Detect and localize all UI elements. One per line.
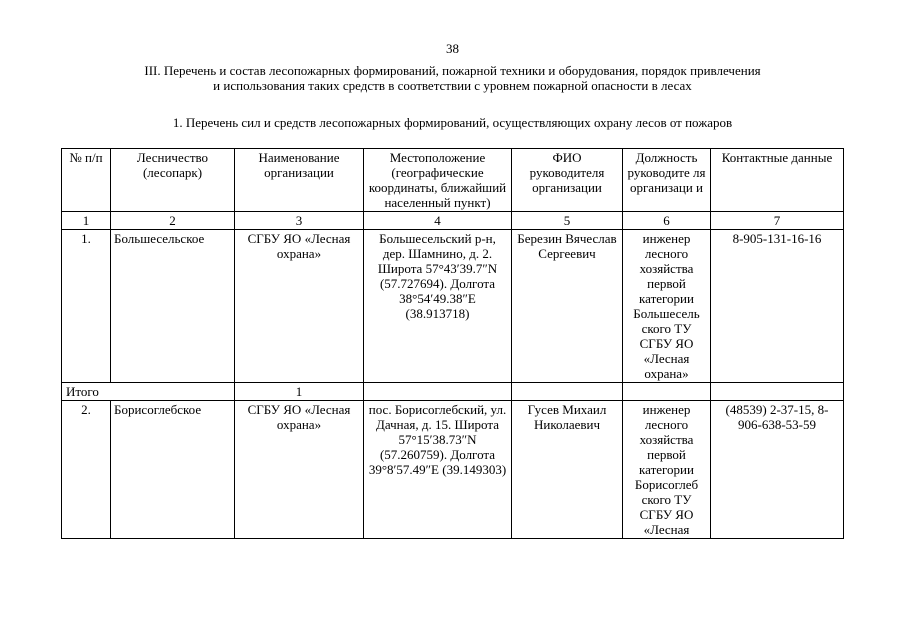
header-cell-position: Должность руководите ля организаци и [623, 149, 711, 212]
section-title-line-1: III. Перечень и состав лесопожарных формирований, пожарной техники и оборудования, порядок привлечения [144, 63, 761, 78]
table-header-row [62, 149, 844, 212]
organization-cell: СГБУ ЯО «Лесная охрана» [235, 401, 364, 539]
column-number: 3 [235, 212, 364, 230]
header-cell-head-name: ФИО руководителя организации [512, 149, 623, 212]
column-number: 7 [711, 212, 844, 230]
header-cell-location: Местоположение (географические координаты, ближайший населенный пункт) [364, 149, 512, 212]
forestry-cell: Большесельское [111, 230, 235, 383]
page-number: 38 [446, 41, 459, 56]
column-number: 5 [512, 212, 623, 230]
column-number: 2 [111, 212, 235, 230]
section-title-line-2: и использования таких средств в соответствии с уровнем пожарной опасности в лесах [213, 78, 692, 93]
total-empty-cell [512, 383, 623, 401]
forces-table [61, 148, 844, 539]
table-row [62, 230, 844, 383]
column-number-row [62, 212, 844, 230]
location-cell: пос. Борисоглебский, ул. Дачная, д. 15. Широта 57°15′38.73″N (57.260759). Долгота 39°8′57.49″E (39.149303) [364, 401, 512, 539]
total-empty-cell [711, 383, 844, 401]
row-number: 1. [62, 230, 111, 383]
position-cell: инженер лесного хозяйства первой категории Борисоглеб ского ТУ СГБУ ЯО «Лесная [623, 401, 711, 539]
table-row [62, 401, 844, 539]
total-empty-cell [623, 383, 711, 401]
column-number: 1 [62, 212, 111, 230]
contacts-cell: (48539) 2-37-15, 8-906-638-53-59 [711, 401, 844, 539]
total-empty-cell [364, 383, 512, 401]
header-cell-organization: Наименование организации [235, 149, 364, 212]
total-row [62, 383, 844, 401]
position-cell: инженер лесного хозяйства первой категории Большесель ского ТУ СГБУ ЯО «Лесная охрана» [623, 230, 711, 383]
head-name-cell: Гусев Михаил Николаевич [512, 401, 623, 539]
location-cell: Большесельский р-н, дер. Шамнино, д. 2. Широта 57°43′39.7″N (57.727694). Долгота 38°54′49.38″E (38.913718) [364, 230, 512, 383]
header-cell-number: № п/п [62, 149, 111, 212]
header-cell-forestry: Лесничество (лесопарк) [111, 149, 235, 212]
contacts-cell: 8-905-131-16-16 [711, 230, 844, 383]
forestry-cell: Борисоглебское [111, 401, 235, 539]
total-value: 1 [235, 383, 364, 401]
total-label: Итого [62, 383, 235, 401]
subsection-title: 1. Перечень сил и средств лесопожарных формирований, осуществляющих охрану лесов от пожаров [172, 115, 733, 130]
organization-cell: СГБУ ЯО «Лесная охрана» [235, 230, 364, 383]
column-number: 4 [364, 212, 512, 230]
header-cell-contacts: Контактные данные [711, 149, 844, 212]
column-number: 6 [623, 212, 711, 230]
head-name-cell: Березин Вячеслав Сергеевич [512, 230, 623, 383]
section-title [60, 63, 845, 93]
row-number: 2. [62, 401, 111, 539]
